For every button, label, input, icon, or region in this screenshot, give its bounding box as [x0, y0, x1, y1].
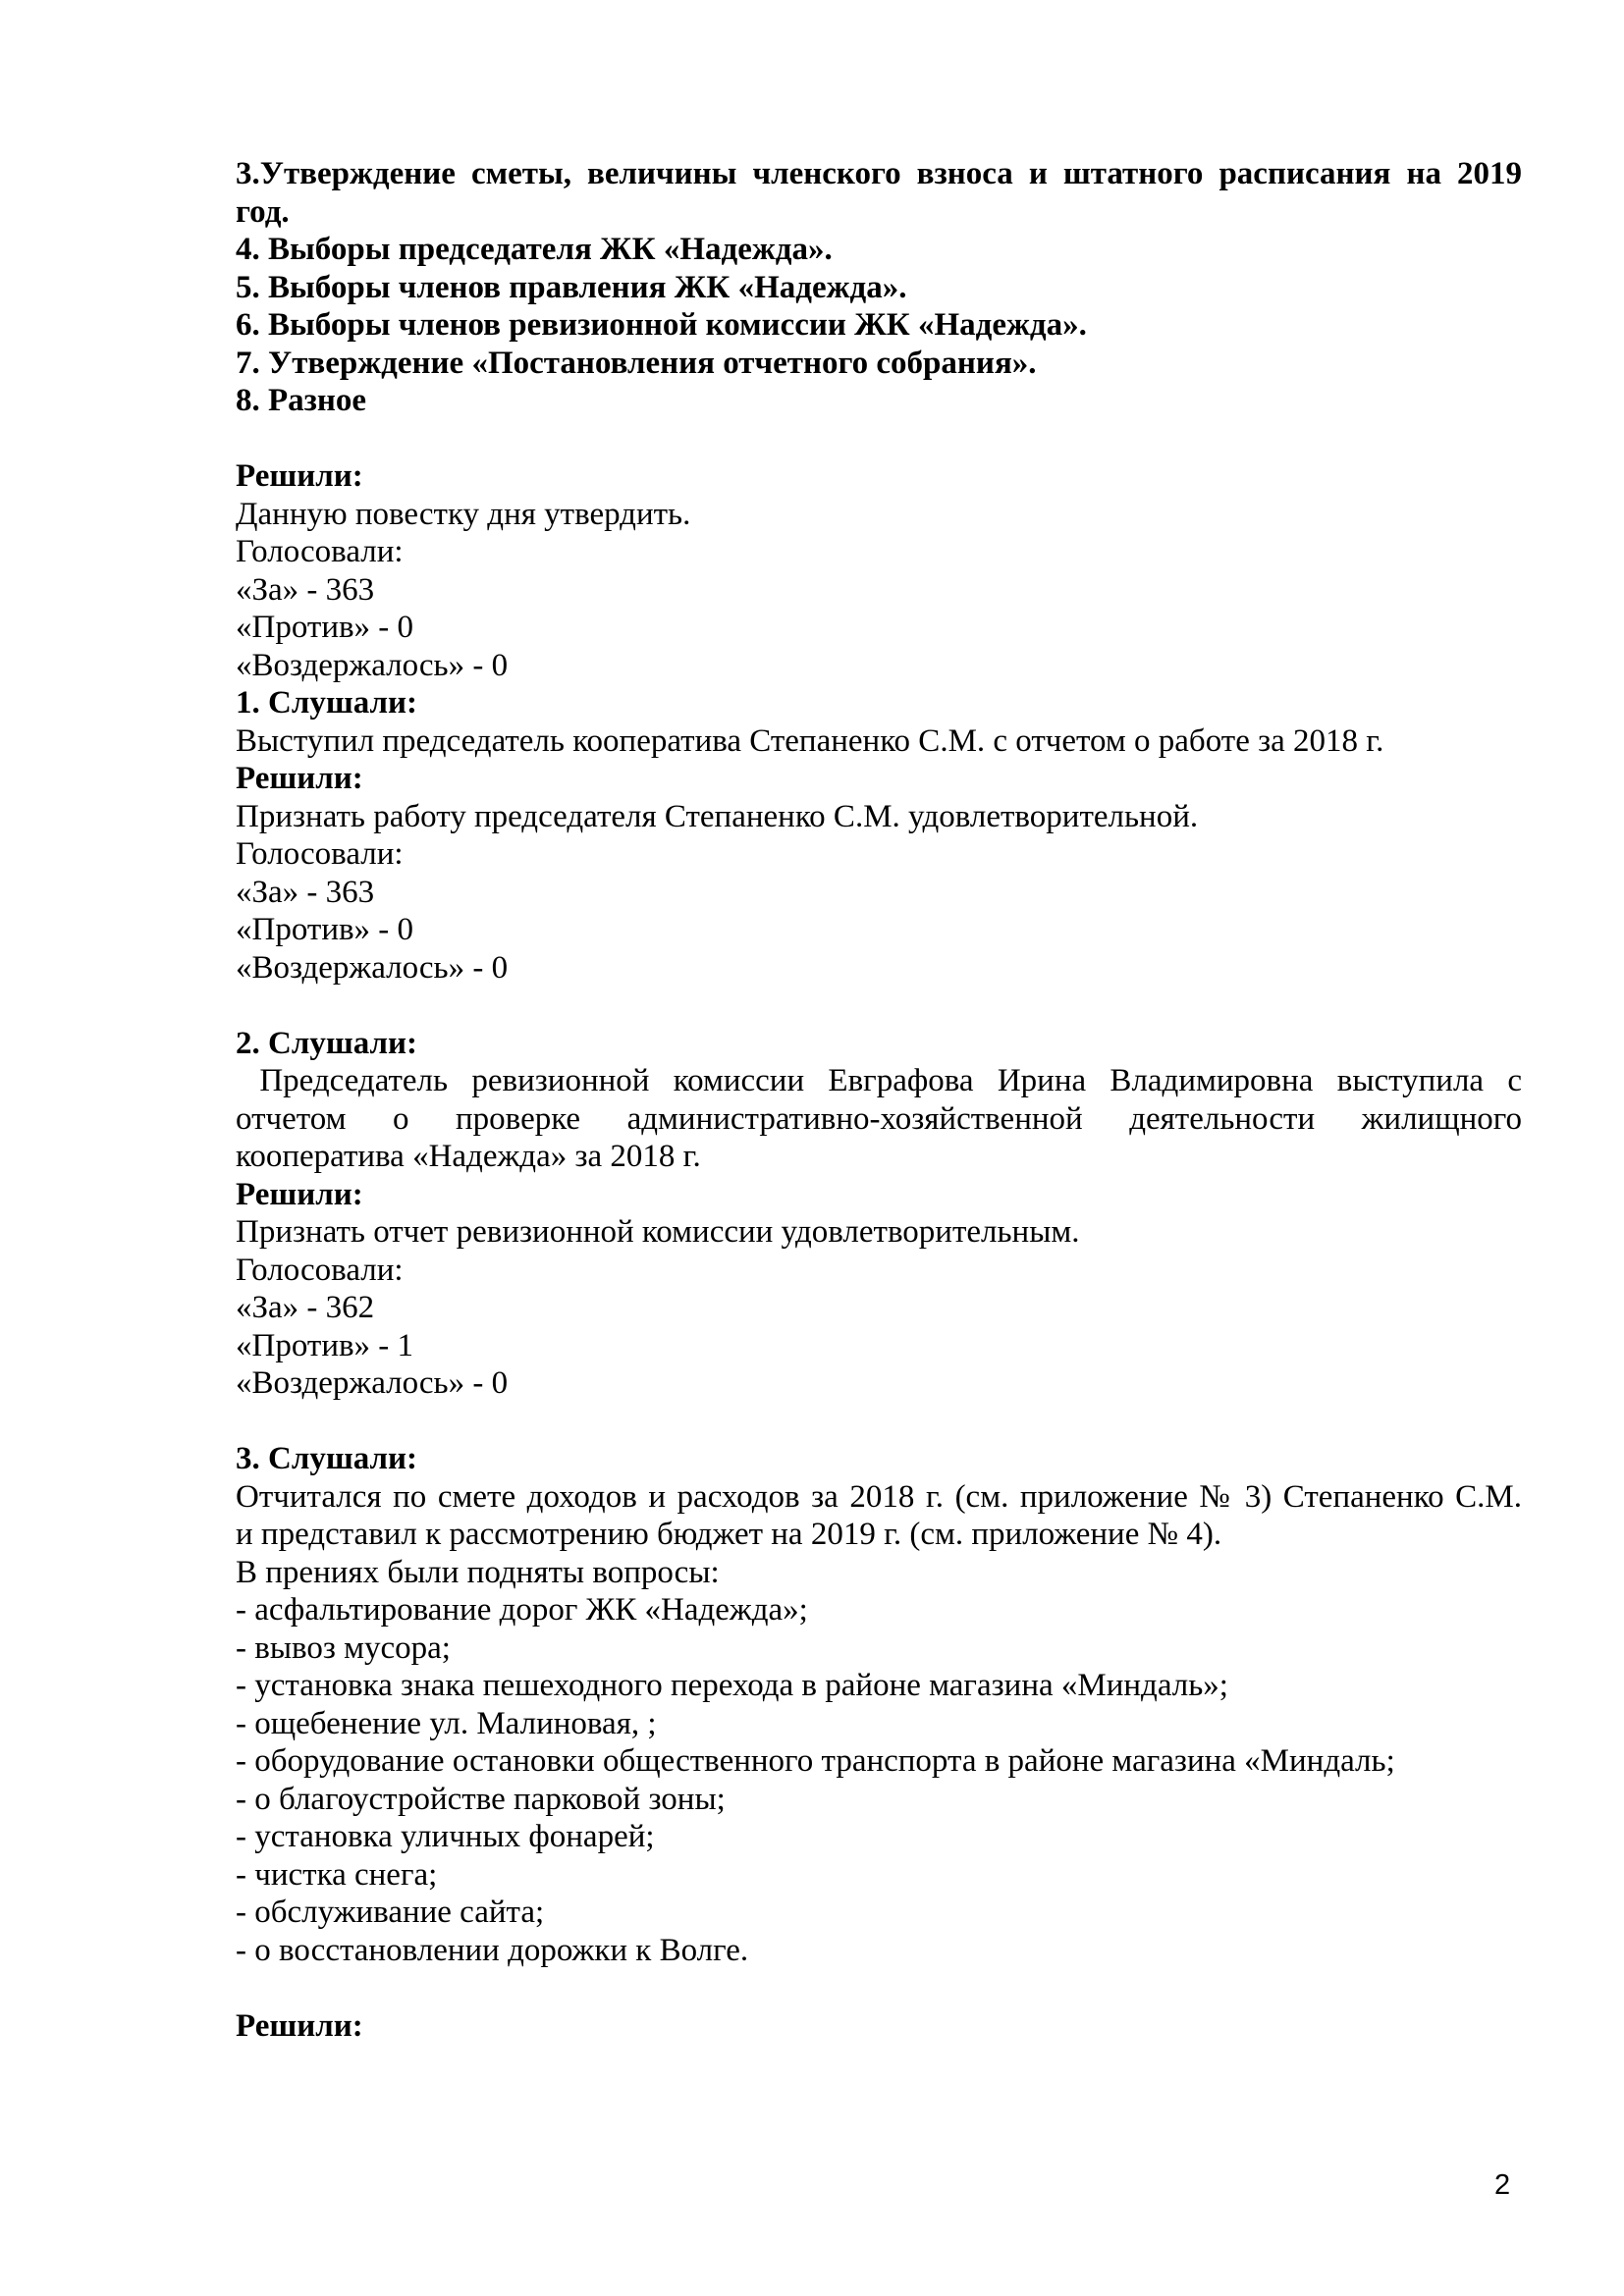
section-3-decision-heading: Решили:	[236, 2007, 363, 2044]
agenda-item-7: 7. Утверждение «Постановления отчетного собрания».	[236, 345, 1037, 381]
section-1-decision: Признать работу председателя Степаненко С.М. удовлетворительной.	[236, 798, 1199, 834]
section-3-text-line-2: и представил к рассмотрению бюджет на 2019 г. (см. приложение № 4).	[236, 1517, 1222, 1552]
section-1-vote-against: «Против» - 0	[236, 912, 414, 947]
section-2-decision: Признать отчет ревизионной комиссии удовлетворительным.	[236, 1214, 1080, 1250]
agenda-item-5: 5. Выборы членов правления ЖК «Надежда».	[236, 269, 907, 305]
section-3-text-line-1: Отчитался по смете доходов и расходов за 2018 г. (см. приложение № 3) Степаненко С.М.	[236, 1478, 1522, 1515]
section-2-vote-for: «За» - 362	[236, 1290, 375, 1325]
spacer	[236, 420, 1522, 458]
issues-list	[236, 1591, 1522, 1969]
decision-heading: Решили:	[236, 458, 363, 494]
agenda-list	[236, 155, 1522, 420]
section-2-text-line-3: кооператива «Надежда» за 2018 г.	[236, 1139, 701, 1174]
agenda-item-3-line-2: год.	[236, 193, 290, 230]
list-item: - асфальтирование дорог ЖК «Надежда»;	[236, 1592, 808, 1628]
section-1-vote-for: «За» - 363	[236, 874, 375, 910]
list-item: - чистка снега;	[236, 1856, 438, 1893]
voted-label: Голосовали:	[236, 534, 404, 569]
list-item: - вывоз мусора;	[236, 1629, 451, 1666]
section-2	[236, 1025, 1522, 1403]
section-2-vote-against: «Против» - 1	[236, 1327, 414, 1363]
spacer	[236, 1969, 1522, 2007]
agenda-decision-block	[236, 457, 1522, 684]
list-item: - ощебенение ул. Малиновая, ;	[236, 1705, 657, 1741]
section-1-text: Выступил председатель кооператива Степаненко С.М. с отчетом о работе за 2018 г.	[236, 722, 1384, 759]
agenda-item-8: 8. Разное	[236, 383, 367, 418]
section-3-debate-intro: В прениях были подняты вопросы:	[236, 1554, 720, 1590]
list-item: - оборудование остановки общественного транспорта в районе магазина «Миндаль;	[236, 1743, 1395, 1779]
section-2-voted-label: Голосовали:	[236, 1252, 404, 1288]
section-2-text-line-1: Председатель ревизионной комиссии Евграфова Ирина Владимировна выступила с	[236, 1063, 1523, 1098]
list-item: - установка знака пешеходного перехода в районе магазина «Миндаль»;	[236, 1668, 1228, 1703]
section-1-voted-label: Голосовали:	[236, 836, 404, 872]
list-item: - установка уличных фонарей;	[236, 1819, 655, 1854]
agenda-item-4: 4. Выборы председателя ЖК «Надежда».	[236, 232, 833, 267]
list-item: - о благоустройстве парковой зоны;	[236, 1781, 726, 1817]
section-3-heading: 3. Слушали:	[236, 1441, 418, 1476]
section-3	[236, 1440, 1522, 2045]
vote-for: «За» - 363	[236, 571, 375, 608]
section-2-decision-heading: Решили:	[236, 1176, 363, 1212]
document-page	[236, 155, 1522, 2045]
spacer	[236, 987, 1522, 1025]
section-1-heading: 1. Слушали:	[236, 685, 418, 721]
vote-against: «Против» - 0	[236, 610, 414, 645]
section-2-heading: 2. Слушали:	[236, 1025, 418, 1061]
section-1-decision-heading: Решили:	[236, 761, 363, 796]
section-1	[236, 684, 1522, 987]
agenda-item-6: 6. Выборы членов ревизионной комиссии ЖК «Надежда».	[236, 307, 1087, 343]
list-item: - обслуживание сайта;	[236, 1895, 545, 1930]
page-number: 2	[1494, 2169, 1511, 2201]
vote-abstained: «Воздержалось» - 0	[236, 647, 509, 683]
spacer	[236, 1403, 1522, 1441]
list-item: - о восстановлении дорожки к Волге.	[236, 1932, 749, 1968]
decision-text: Данную повестку дня утвердить.	[236, 496, 691, 532]
section-2-vote-abstained: «Воздержалось» - 0	[236, 1365, 509, 1401]
agenda-item-3-line-1: 3.Утверждение сметы, величины членского взноса и штатного расписания на 2019	[236, 156, 1522, 191]
section-2-text-line-2: отчетом о проверке административно-хозяйственной деятельности жилищного	[236, 1100, 1522, 1137]
section-1-vote-abstained: «Воздержалось» - 0	[236, 949, 509, 986]
